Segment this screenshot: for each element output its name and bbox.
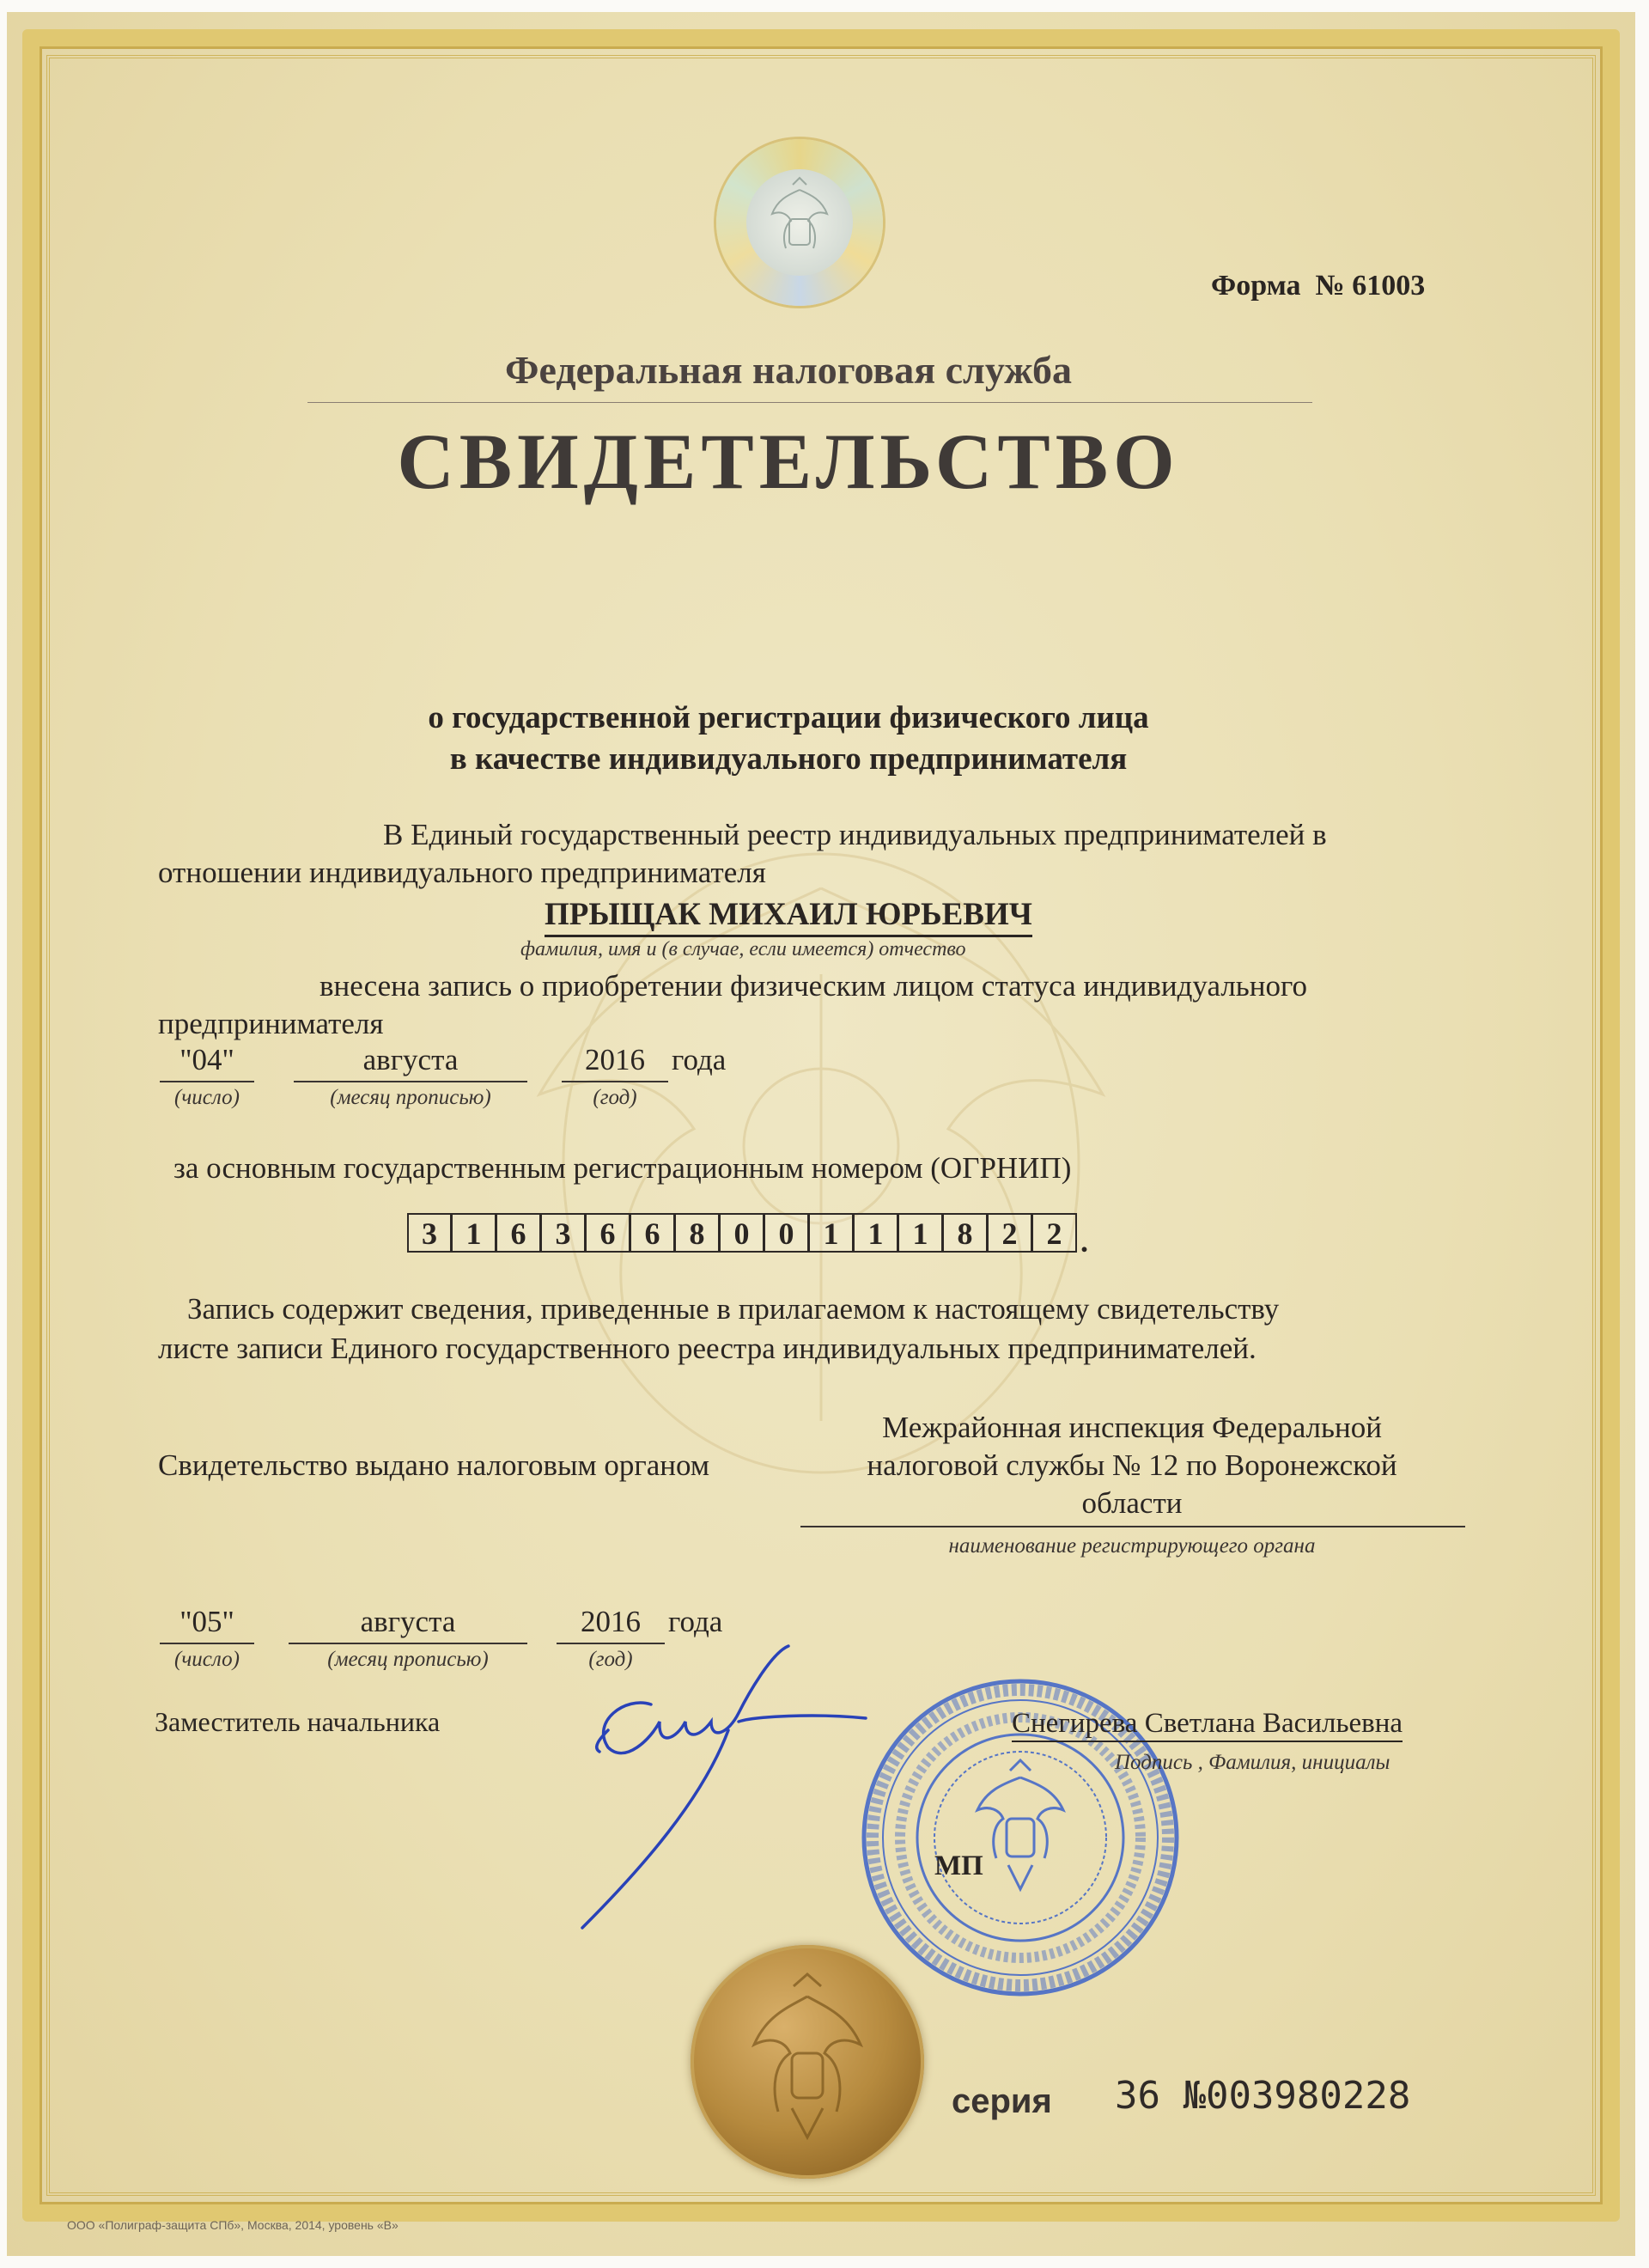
intro-line-1: В Единый государственный реестр индивидуальных предпринимателей в	[383, 818, 1327, 851]
date1-month-caption: (месяц прописью)	[330, 1086, 491, 1109]
signer-caption: Подпись , Фамилия, инициалы	[1115, 1751, 1390, 1774]
person-name: ПРЫЩАК МИХАИЛ ЮРЬЕВИЧ	[545, 895, 1032, 937]
ogrnip-digit: 6	[496, 1213, 541, 1253]
authority-line-3: области	[1081, 1486, 1183, 1520]
date2-day-caption: (число)	[174, 1648, 240, 1671]
ogrnip-label: за основным государственным регистрационным номером (ОГРНИП)	[173, 1151, 1072, 1185]
record-line-2: листе записи Единого государственного реестра индивидуальных предпринимателей.	[158, 1332, 1257, 1365]
ogrnip-digit: 0	[720, 1213, 764, 1253]
subtitle-line-2: в качестве индивидуального предпринимателя	[449, 741, 1128, 777]
date1-suffix: года	[672, 1043, 727, 1076]
date1-year: 2016	[585, 1043, 645, 1076]
ogrnip-digit: 3	[541, 1213, 586, 1253]
ogrnip-digit: 1	[452, 1213, 496, 1253]
page-title: СВИДЕТЕЛЬСТВО	[397, 418, 1180, 505]
date2-suffix: года	[668, 1605, 723, 1638]
printer-note: ООО «Полиграф-защита СПб», Москва, 2014, уровень «В»	[67, 2218, 399, 2232]
subtitle-line-1: о государственной регистрации физического лица	[428, 700, 1149, 735]
signer-position: Заместитель начальника	[155, 1706, 441, 1737]
ogrnip-digit: 1	[854, 1213, 898, 1253]
stamp-place-label: МП	[934, 1850, 983, 1881]
issued-by-label: Свидетельство выдано налоговым органом	[158, 1448, 709, 1482]
entry-line-2: предпринимателя	[158, 1007, 384, 1040]
form-label: Форма	[1211, 270, 1301, 302]
form-number-value: № 61003	[1315, 270, 1426, 302]
ogrnip-number	[407, 1213, 1077, 1253]
handwritten-signature	[557, 1644, 900, 1971]
form-number	[1211, 270, 1425, 302]
certificate-page	[7, 12, 1635, 2256]
series-number: 36 №003980228	[1115, 2074, 1411, 2118]
ogrnip-digit: 2	[988, 1213, 1032, 1253]
gold-seal	[691, 1945, 924, 2179]
authority-underline	[800, 1526, 1465, 1527]
date1-year-caption: (год)	[593, 1086, 637, 1109]
date2-year: 2016	[581, 1605, 641, 1638]
date1-year-line	[562, 1081, 668, 1082]
authority-line-1: Межрайонная инспекция Федеральной	[882, 1411, 1382, 1444]
person-name-caption: фамилия, имя и (в случае, если имеется) отчество	[520, 938, 966, 960]
agency-name: Федеральная налоговая служба	[505, 348, 1072, 392]
date1-day-line	[160, 1081, 254, 1082]
date2-month-caption: (месяц прописью)	[327, 1648, 489, 1671]
intro-line-2: отношении индивидуального предпринимателя	[158, 856, 766, 889]
date2-day: "05"	[180, 1605, 234, 1638]
ogrnip-dot: .	[1080, 1224, 1088, 1259]
authority-line-2: налоговой службы № 12 по Воронежской	[867, 1448, 1397, 1482]
date1-month-line	[294, 1081, 527, 1082]
date2-year-caption: (год)	[588, 1648, 633, 1671]
ogrnip-digit: 8	[943, 1213, 988, 1253]
ogrnip-digit: 3	[407, 1213, 452, 1253]
ogrnip-digit: 0	[764, 1213, 809, 1253]
date1-day-caption: (число)	[174, 1086, 240, 1109]
ogrnip-digit: 2	[1032, 1213, 1077, 1253]
authority-caption: наименование регистрирующего органа	[948, 1534, 1316, 1558]
ogrnip-digit: 1	[809, 1213, 854, 1253]
signer-name: Снегирева Светлана Васильевна	[1012, 1706, 1403, 1742]
agency-underline	[307, 402, 1312, 403]
hologram-emblem	[716, 139, 883, 306]
ogrnip-digit: 6	[630, 1213, 675, 1253]
ogrnip-digit: 6	[586, 1213, 630, 1253]
date1-month: августа	[362, 1043, 459, 1076]
date2-month-line	[289, 1643, 527, 1644]
date2-month: августа	[360, 1605, 456, 1638]
date2-day-line	[160, 1643, 254, 1644]
record-line-1: Запись содержит сведения, приведенные в прилагаемом к настоящему свидетельству	[187, 1292, 1280, 1326]
series-label: серия	[952, 2082, 1052, 2120]
ogrnip-digit: 8	[675, 1213, 720, 1253]
date1-day: "04"	[180, 1043, 234, 1076]
ogrnip-digit: 1	[898, 1213, 943, 1253]
entry-line-1: внесена запись о приобретении физическим лицом статуса индивидуального	[319, 969, 1307, 1003]
